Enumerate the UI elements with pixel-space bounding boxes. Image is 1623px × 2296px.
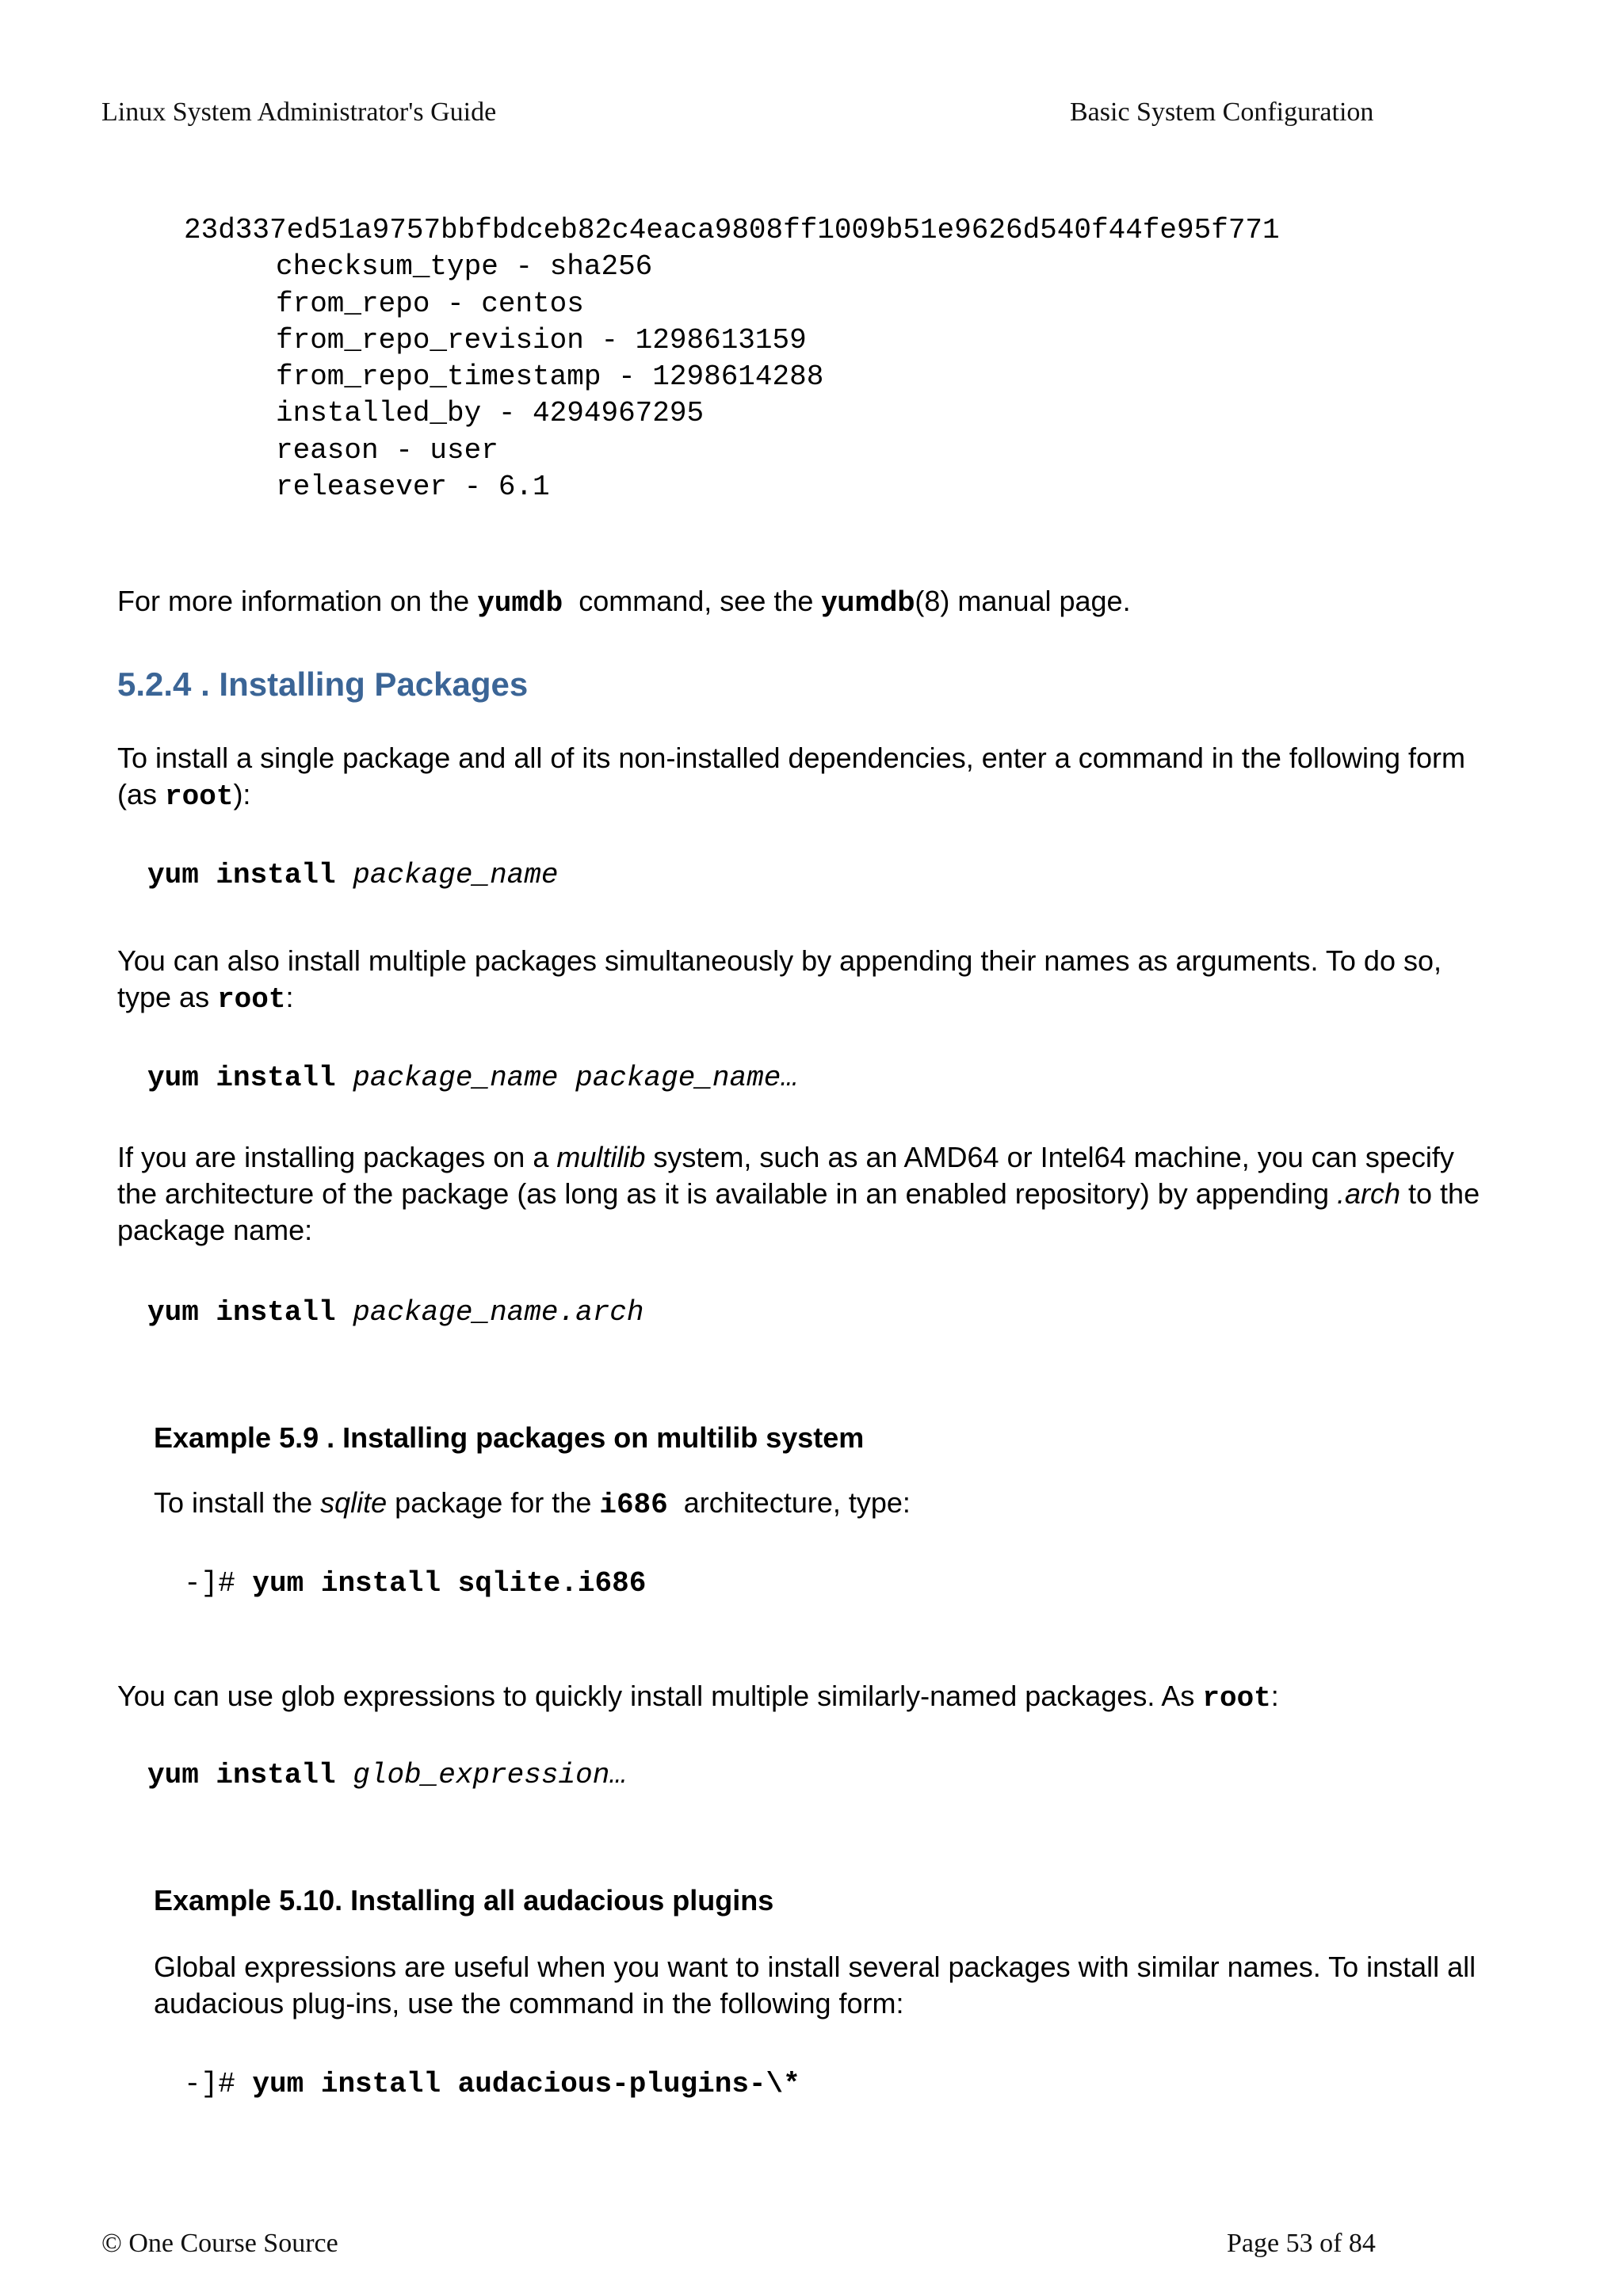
text: package for the	[387, 1486, 600, 1519]
command-keyword: yum install	[147, 859, 353, 891]
single-install-paragraph	[117, 740, 1496, 815]
page-number: Page 53 of 84	[1227, 2229, 1376, 2258]
glob-paragraph	[117, 1678, 1496, 1717]
checksum-hash-line: 23d337ed51a9757bbfbdceb82c4eaca9808ff1009b51e9626d540f44fe95f771	[184, 214, 1280, 246]
text: architecture, type:	[667, 1486, 911, 1519]
page-header-title: Linux System Administrator's Guide	[101, 97, 497, 127]
yumdb-output-block	[184, 212, 1280, 505]
text: :	[1270, 1680, 1279, 1712]
command-keyword: yum install	[147, 1296, 353, 1329]
text: To install the	[154, 1486, 321, 1519]
code-line: installed_by - 4294967295	[276, 397, 705, 430]
command-single-install	[147, 857, 559, 894]
code-line: releasever - 6.1	[276, 471, 550, 504]
command-arch-install	[147, 1295, 644, 1331]
root-user: root	[1202, 1682, 1271, 1714]
example-5-9-title: Example 5.9 . Installing packages on multilib system	[154, 1421, 865, 1454]
page-header-section: Basic System Configuration	[1070, 97, 1374, 127]
command-keyword: yum install	[147, 1062, 353, 1094]
text: You can also install multiple packages simultaneously by appending their names as arguments. To do so, type as	[117, 944, 1442, 1013]
more-info-paragraph	[117, 583, 1496, 622]
example-5-10-text: Global expressions are useful when you want to install several packages with similar names. To install all audacious plug-ins, use the command in the following form:	[154, 1951, 1476, 2019]
code-line: from_repo_revision - 1298613159	[276, 323, 807, 357]
multilib-paragraph	[117, 1139, 1496, 1249]
code-line: from_repo - centos	[276, 287, 584, 320]
text: to the package name:	[117, 1177, 1480, 1246]
emphasis: .arch	[1336, 1177, 1401, 1210]
command-multiple-install	[147, 1060, 798, 1097]
example-5-10-title: Example 5.10. Installing all audacious plugins	[154, 1884, 774, 1917]
text: You can use glob expressions to quickly install multiple similarly-named packages. As	[117, 1680, 1203, 1712]
text: If you are installing packages on a	[117, 1141, 557, 1173]
text: For more information on the	[117, 585, 478, 617]
command-glob-install	[147, 1757, 627, 1794]
example-5-9-command	[184, 1566, 646, 1602]
shell-prompt: -]#	[184, 1567, 253, 1600]
command-text: yum install sqlite.i686	[252, 1567, 647, 1600]
text: :	[285, 981, 294, 1013]
emphasis: sqlite	[320, 1486, 388, 1519]
emphasis: multilib	[556, 1141, 646, 1173]
text: (8) manual page.	[915, 585, 1131, 617]
example-5-9-text	[154, 1485, 1501, 1524]
code-line: from_repo_timestamp - 1298614288	[276, 360, 824, 394]
text: system, such as an AMD64 or Intel64 machine, you can specify the architecture of the package (as long as it is available in an enabled repository) by appending	[117, 1141, 1454, 1210]
shell-prompt: -]#	[184, 2068, 253, 2100]
multiple-install-paragraph	[117, 943, 1496, 1018]
text: To install a single package and all of its non-installed dependencies, enter a command in the following form (as	[117, 742, 1465, 810]
command-argument: package_name	[353, 859, 559, 891]
root-user: root	[165, 780, 234, 813]
text: command, see the	[563, 585, 822, 617]
command-keyword: yum install	[147, 1759, 353, 1791]
code-line: reason - user	[276, 433, 498, 467]
text: ):	[233, 778, 251, 810]
page-footer-copyright: © One Course Source	[101, 2229, 338, 2258]
root-user: root	[217, 983, 286, 1016]
command-argument: glob_expression…	[353, 1759, 627, 1791]
section-heading: 5.2.4 . Installing Packages	[117, 666, 529, 703]
command-argument: package_name package_name…	[353, 1062, 798, 1094]
man-page-name: yumdb	[821, 585, 915, 617]
code-line: checksum_type - sha256	[276, 250, 653, 284]
inline-command: yumdb	[477, 587, 563, 620]
command-argument: package_name.arch	[353, 1296, 644, 1329]
example-5-10-command	[184, 2066, 800, 2103]
inline-code: i686	[599, 1489, 668, 1521]
command-text: yum install audacious-plugins-\*	[252, 2068, 800, 2100]
